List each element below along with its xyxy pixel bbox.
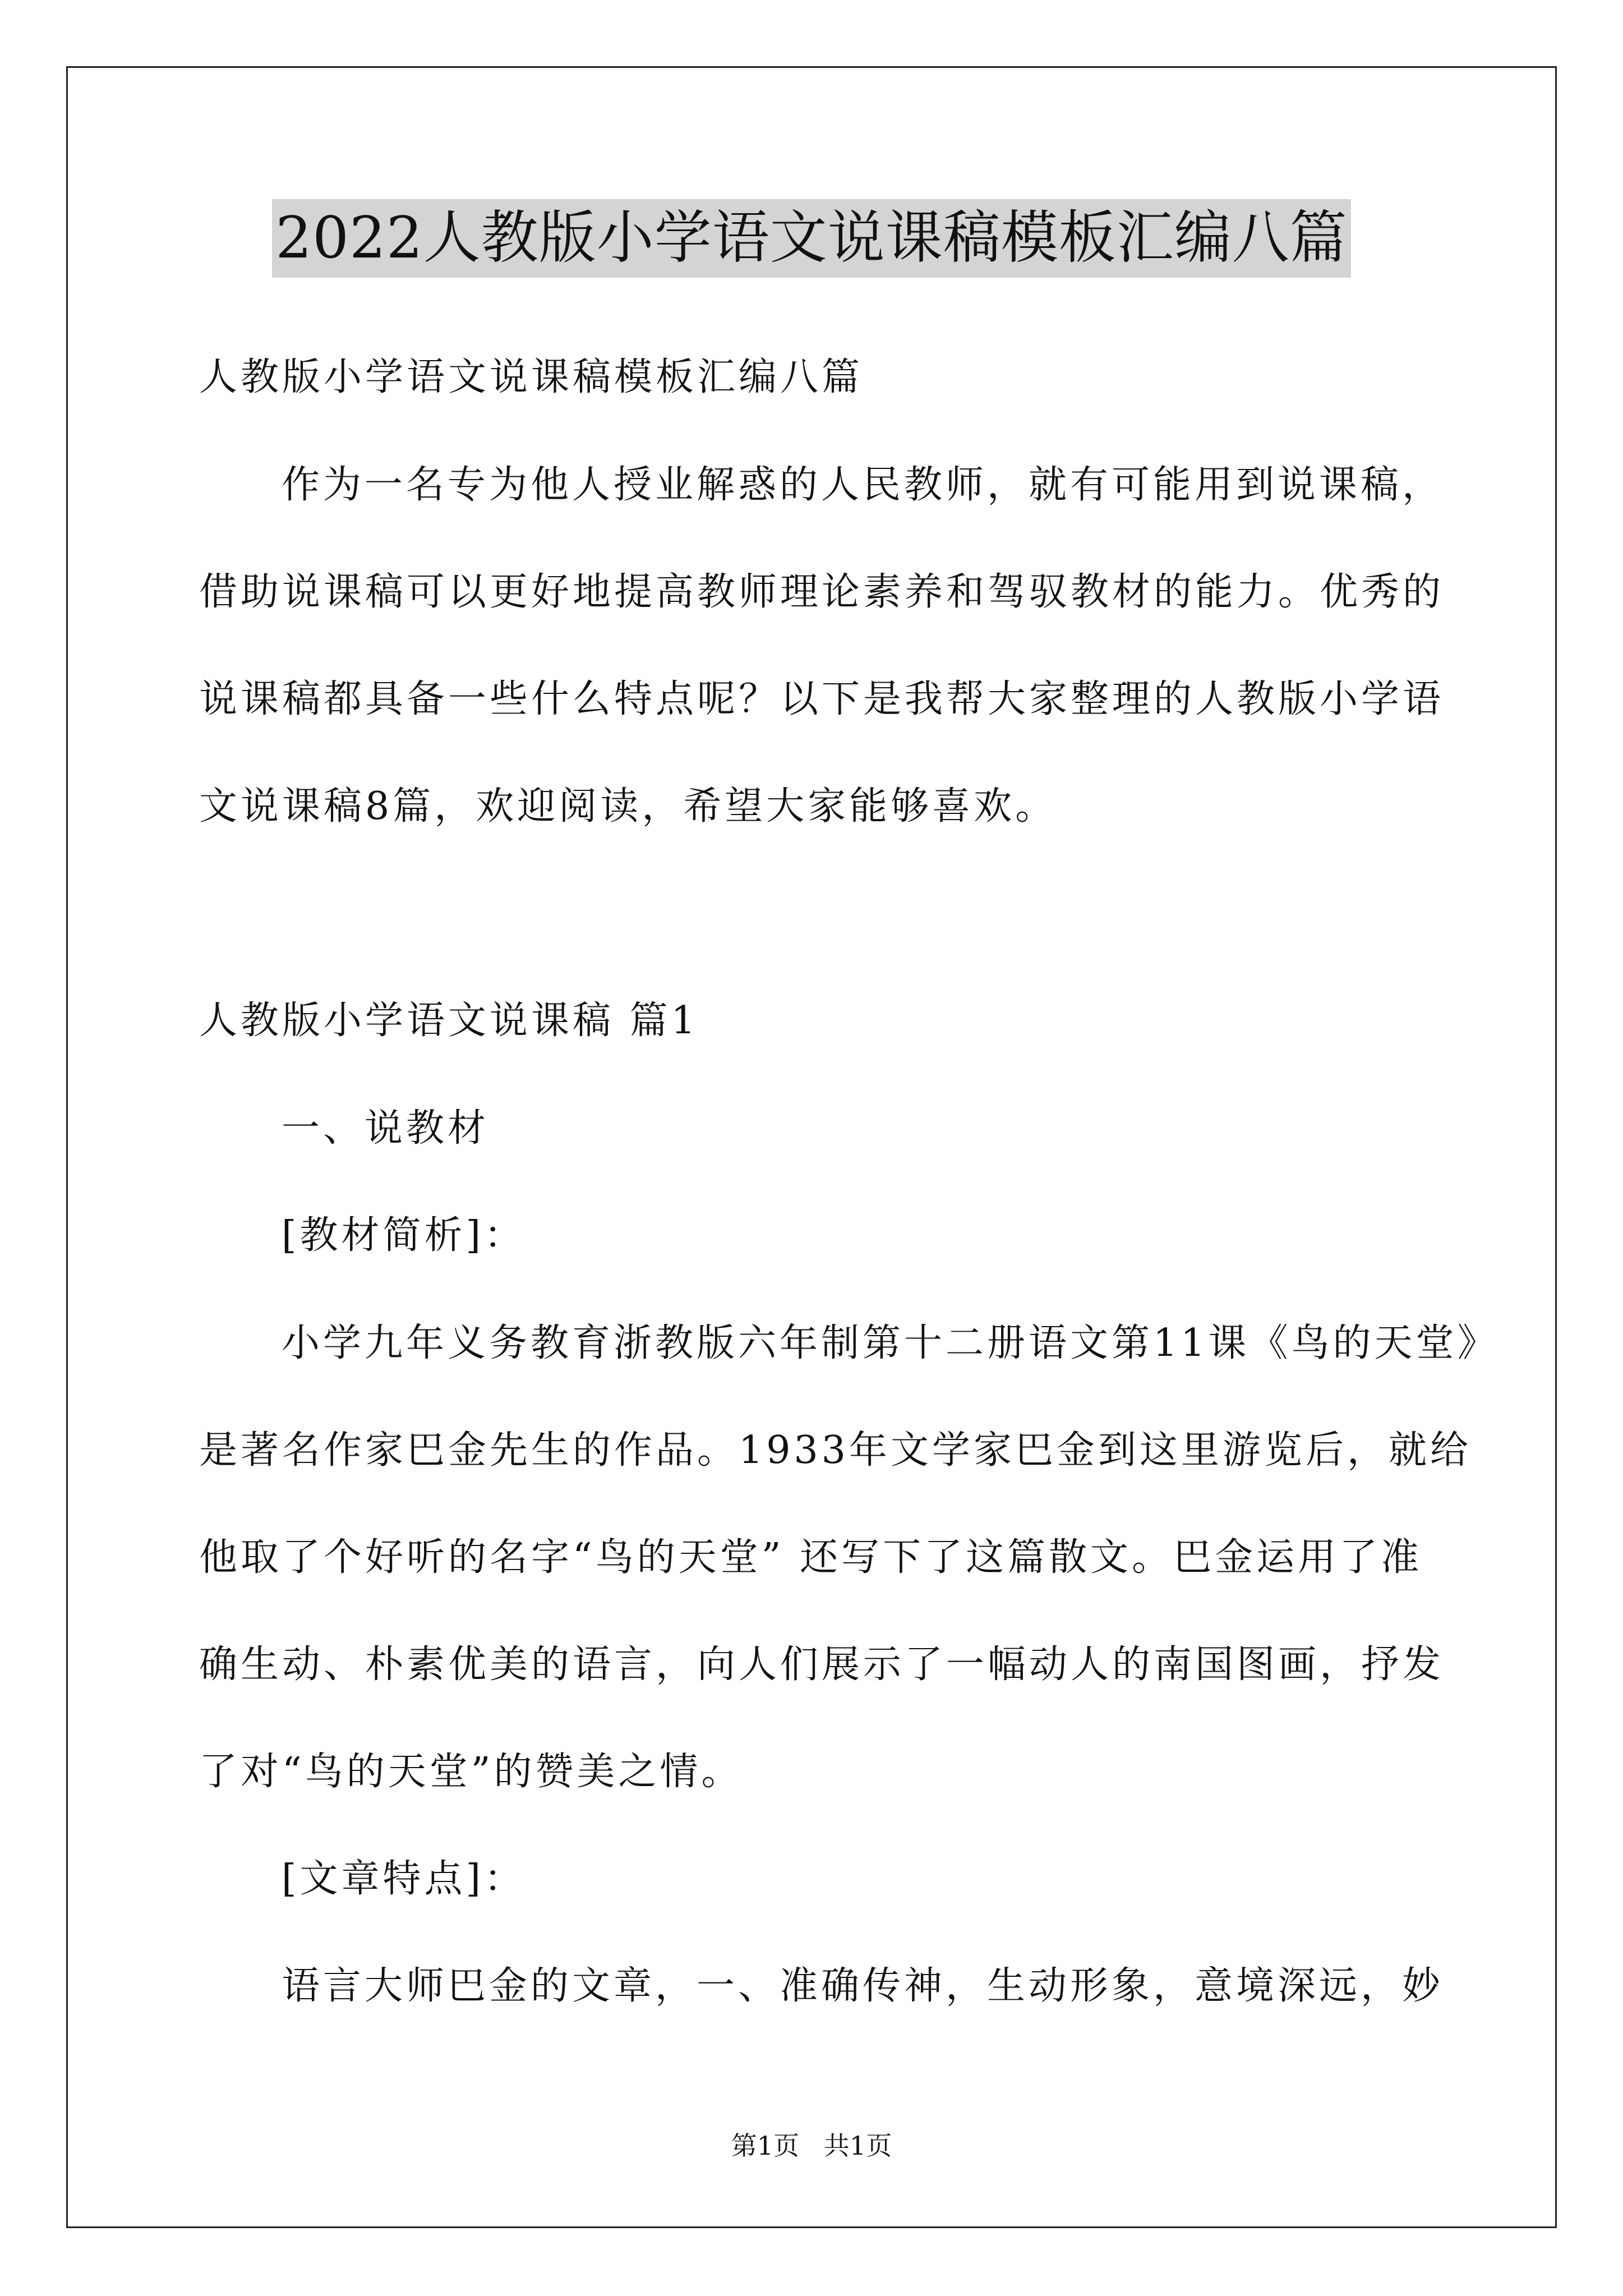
intro-line-3: 说课稿都具备一些什么特点呢？以下是我帮大家整理的人教版小学语 — [199, 677, 1445, 721]
features-line-1: 语言大师巴金的文章，一、准确传神，生动形象，意境深远，妙 — [282, 1964, 1444, 2008]
intro-line-2: 借助说课稿可以更好地提高教师理论素养和驾驭教材的能力。优秀的 — [199, 570, 1445, 614]
label-material: [教材简析]： — [282, 1213, 526, 1258]
material-line-2: 是著名作家巴金先生的作品。1933年文学家巴金到这里游览后，就给 — [199, 1428, 1472, 1473]
label-features: [文章特点]： — [282, 1857, 526, 1901]
document-title: 2022人教版小学语文说课稿模板汇编八篇 — [272, 199, 1351, 278]
material-line-5: 了对“鸟的天堂”的赞美之情。 — [199, 1750, 743, 1794]
material-line-4: 确生动、朴素优美的语言，向人们展示了一幅动人的南国图画，抒发 — [199, 1642, 1445, 1687]
section-heading: 人教版小学语文说课稿 篇1 — [199, 999, 699, 1043]
page-footer: 第1页 共1页 — [731, 2131, 892, 2161]
intro-line-4: 文说课稿8篇，欢迎阅读，希望大家能够喜欢。 — [199, 784, 1057, 829]
material-line-3: 他取了个好听的名字“鸟的天堂” 还写下了这篇散文。巴金运用了准 — [199, 1535, 1423, 1580]
part-heading: 一、说教材 — [282, 1106, 490, 1151]
material-line-1: 小学九年义务教育浙教版六年制第十二册语文第11课《鸟的天堂》 — [282, 1321, 1499, 1365]
intro-line-1: 作为一名专为他人授业解惑的人民教师，就有可能用到说课稿， — [282, 463, 1444, 507]
document-subtitle: 人教版小学语文说课稿模板汇编八篇 — [199, 355, 864, 399]
title-container — [0, 199, 1623, 278]
